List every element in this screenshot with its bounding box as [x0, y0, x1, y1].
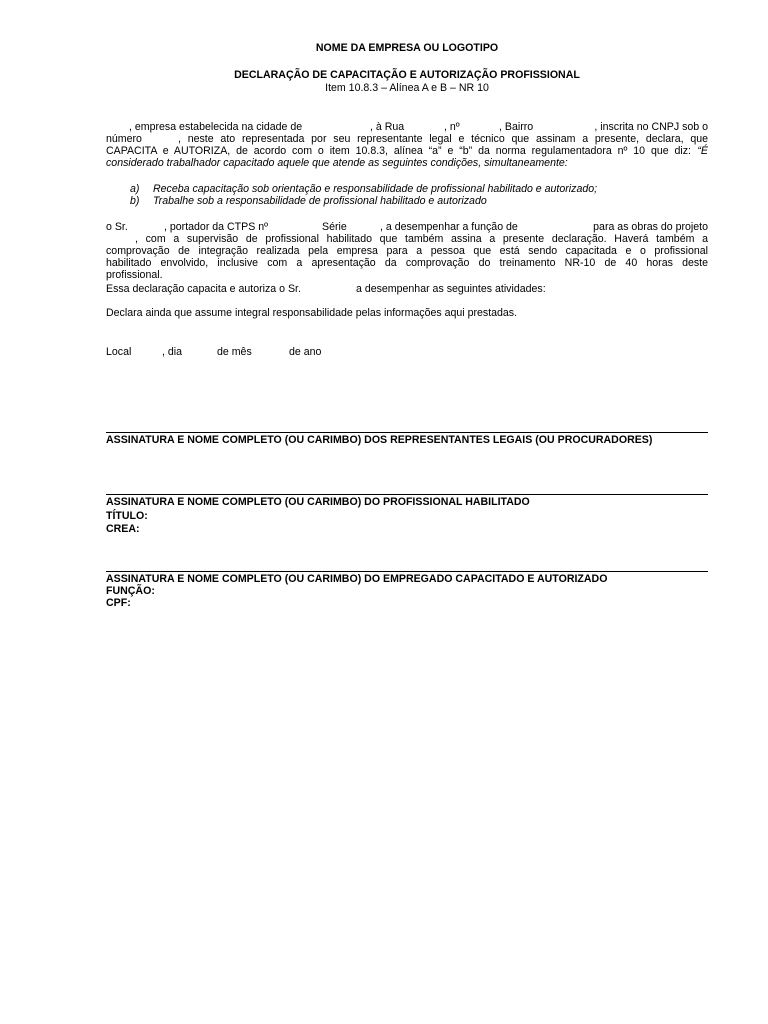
body-text: Série [322, 221, 347, 233]
intro-text: , neste ato representada por seu representante legal e técnico que assinam a presente, declara, que [178, 133, 708, 145]
signature-line-employee [106, 571, 708, 572]
company-name: NOME DA EMPRESA OU LOGOTIPO [315, 42, 499, 54]
intro-quote-open: “É [697, 145, 708, 157]
list-item [106, 195, 708, 207]
intro-line-2 [106, 133, 708, 145]
body-line-6 [106, 283, 708, 295]
signature-caption-employee: ASSINATURA E NOME COMPLETO (OU CARIMBO) DO EMPREGADO CAPACITADO E AUTORIZADO [106, 573, 608, 585]
titulo-label: TÍTULO: [106, 510, 148, 522]
place-date-line [106, 346, 708, 358]
place-label: Local [106, 346, 132, 358]
day-label: , dia [162, 346, 183, 358]
list-text: Trabalhe sob a responsabilidade de profissional habilitado e autorizado [153, 195, 487, 207]
intro-line-1 [106, 121, 708, 133]
body-line-4: habilitado envolvido, inclusive com a apresentação da comprovação do treinamento NR-10 de 40 horas deste [106, 257, 708, 269]
intro-text: , empresa estabelecida na cidade de [129, 121, 303, 133]
month-label: de mês [217, 346, 252, 358]
body-text: para as obras do projeto [593, 221, 708, 233]
list-marker: b) [130, 195, 140, 207]
document-title: DECLARAÇÃO DE CAPACITAÇÃO E AUTORIZAÇÃO PROFISSIONAL [234, 69, 580, 81]
document-subtitle: Item 10.8.3 – Alínea A e B – NR 10 [325, 82, 489, 94]
signature-line-professional [106, 494, 708, 495]
body-text: , com a supervisão de profissional habilitado que também assina a presente declaração. Haverá também a [135, 233, 708, 245]
cpf-label: CPF: [106, 597, 131, 609]
body-text: a desempenhar as seguintes atividades: [356, 283, 546, 295]
crea-label: CREA: [106, 523, 140, 535]
intro-text: , à Rua [370, 121, 405, 133]
funcao-label: FUNÇÃO: [106, 585, 155, 597]
year-label: de ano [289, 346, 322, 358]
list-text: Receba capacitação sob orientação e responsabilidade de profissional habilitado e autorizado; [153, 183, 598, 195]
signature-caption-legal: ASSINATURA E NOME COMPLETO (OU CARIMBO) DOS REPRESENTANTES LEGAIS (OU PROCURADORES) [106, 434, 653, 446]
intro-text: , Bairro [499, 121, 534, 133]
body-line-2 [106, 233, 708, 245]
body-line-7: Declara ainda que assume integral responsabilidade pelas informações aqui prestadas. [106, 307, 518, 319]
signature-line-legal [106, 432, 708, 433]
list-item [106, 183, 708, 195]
intro-text: , nº [444, 121, 460, 133]
list-marker: a) [130, 183, 140, 195]
intro-text: , inscrita no CNPJ sob o [594, 121, 708, 133]
body-text: , a desempenhar a função de [380, 221, 518, 233]
intro-text: número [106, 133, 142, 145]
body-text: , portador da CTPS nº [164, 221, 268, 233]
intro-text: CAPACITA e AUTORIZA, de acordo com o item 10.8.3, alínea “a” e “b” da norma regulamentadora nº 10 que diz: [106, 145, 691, 157]
body-line-3: comprovação de integração realizada pela empresa para a pessoa que está sendo capacitada e o profissional [106, 245, 708, 257]
signature-caption-professional: ASSINATURA E NOME COMPLETO (OU CARIMBO) DO PROFISSIONAL HABILITADO [106, 496, 530, 508]
body-text: Essa declaração capacita e autoriza o Sr. [106, 283, 301, 295]
intro-line-3 [106, 145, 708, 157]
intro-line-4: considerado trabalhador capacitado aquele que atende as seguintes condições, simultaneamente: [106, 157, 568, 169]
body-text: o Sr. [106, 221, 128, 233]
body-line-1 [106, 221, 708, 233]
body-line-5: profissional. [106, 269, 163, 281]
